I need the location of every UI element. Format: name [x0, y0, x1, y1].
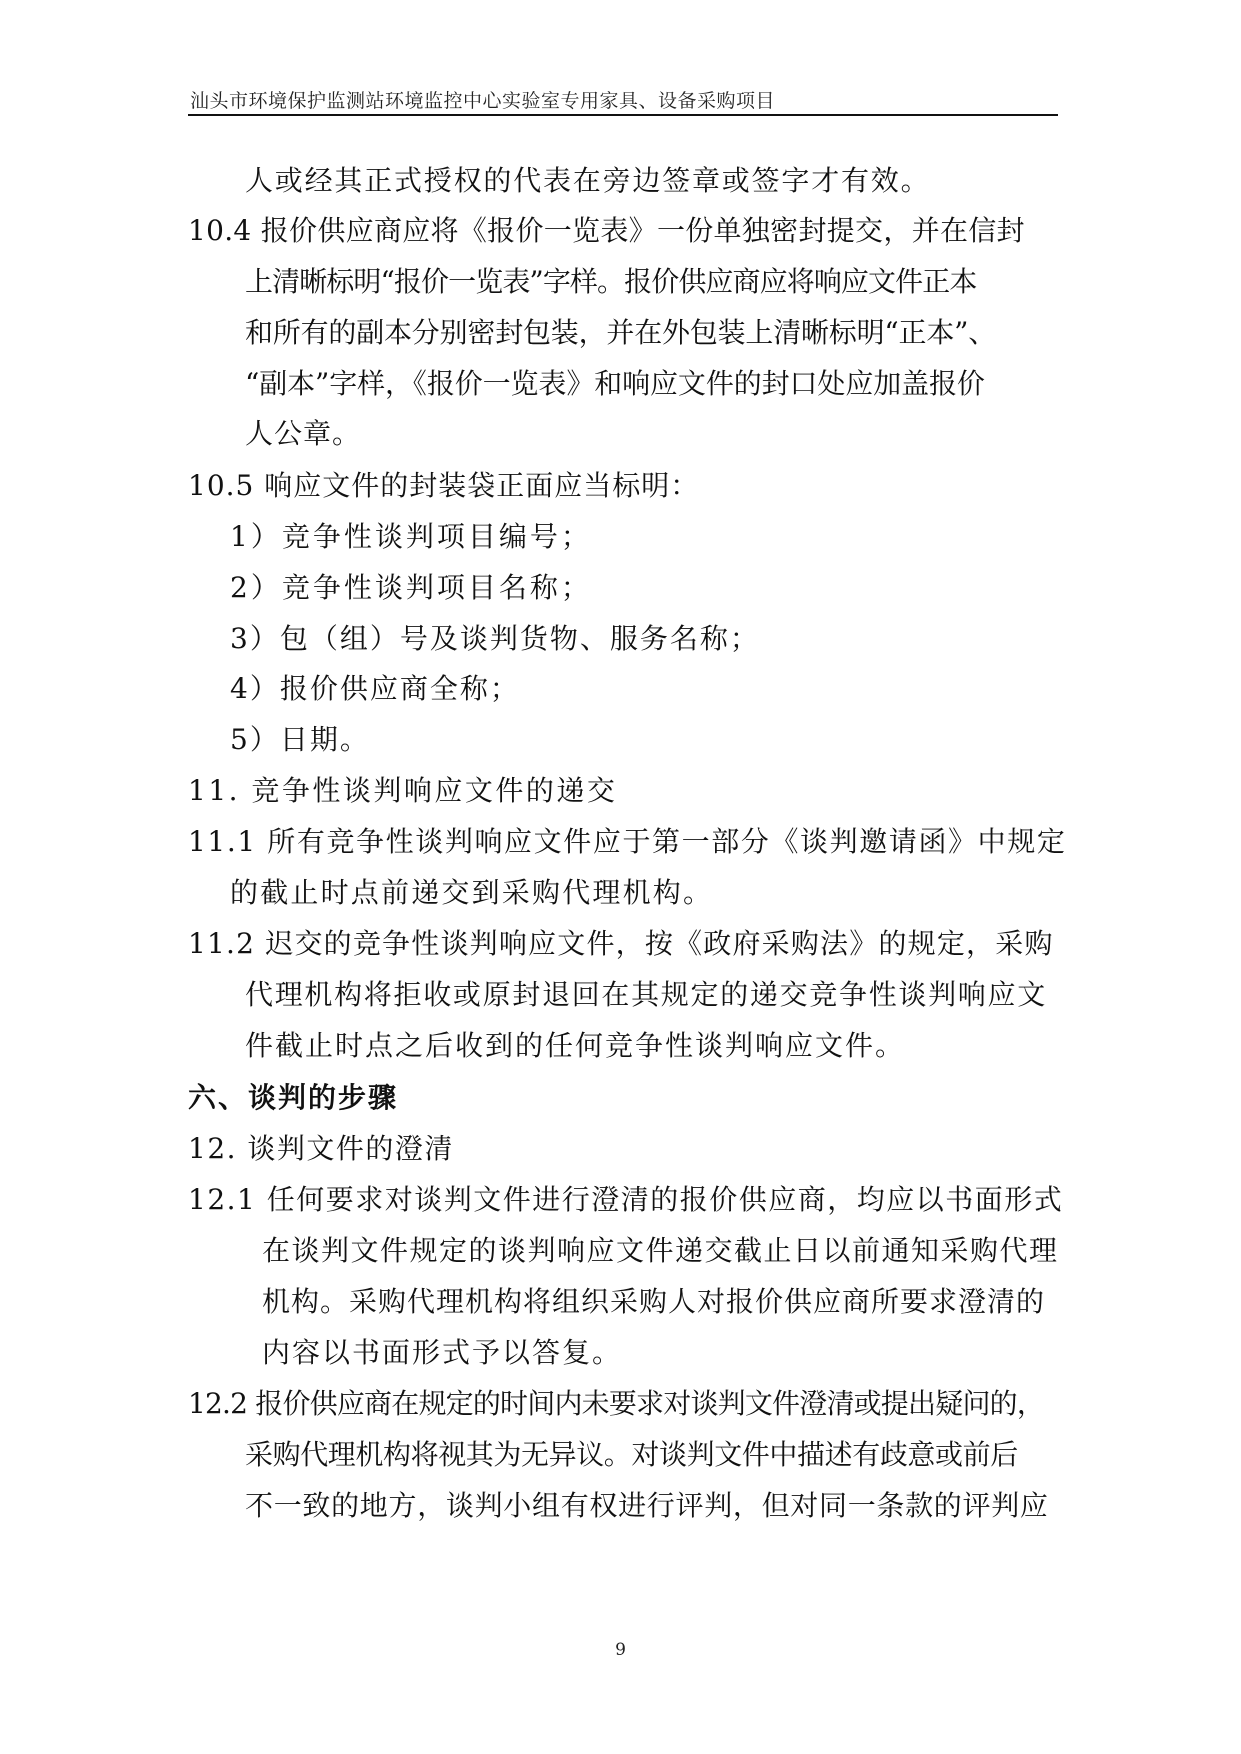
text-line: 在谈判文件规定的谈判响应文件递交截止日以前通知采购代理 — [262, 1234, 1059, 1267]
page-number: 9 — [615, 1640, 626, 1660]
clause-10-4: 10.4 报价供应商应将《报价一览表》一份单独密封提交，并在信封 — [188, 214, 1025, 247]
text-line: 人公章。 — [245, 417, 362, 450]
list-item: 2）竞争性谈判项目名称； — [230, 571, 592, 604]
text-line: “副本”字样，《报价一览表》和响应文件的封口处应加盖报价 — [245, 367, 985, 400]
list-item: 3）包（组）号及谈判货物、服务名称； — [230, 622, 760, 655]
text-line: 内容以书面形式予以答复。 — [262, 1336, 623, 1369]
list-item: 1）竞争性谈判项目编号； — [230, 520, 592, 553]
text-line: 的截止时点前递交到采购代理机构。 — [230, 876, 714, 909]
clause-12-2: 12.2 报价供应商在规定的时间内未要求对谈判文件澄清或提出疑问的， — [188, 1387, 1045, 1420]
clause-12-1: 12.1 任何要求对谈判文件进行澄清的报价供应商，均应以书面形式 — [188, 1183, 1064, 1216]
clause-11-1: 11.1 所有竞争性谈判响应文件应于第一部分《谈判邀请函》中规定 — [188, 825, 1067, 858]
text-line: 不一致的地方，谈判小组有权进行评判，但对同一条款的评判应 — [245, 1489, 1049, 1522]
clause-10-5: 10.5 响应文件的封装袋正面应当标明： — [188, 469, 700, 502]
text-line: 人或经其正式授权的代表在旁边签章或签字才有效。 — [245, 164, 931, 197]
text-line: 机构。采购代理机构将组织采购人对报价供应商所要求澄清的 — [262, 1285, 1046, 1318]
section-heading: 六、谈判的步骤 — [188, 1081, 399, 1114]
clause-11-2: 11.2 迟交的竞争性谈判响应文件，按《政府采购法》的规定，采购 — [188, 927, 1054, 960]
clause-12: 12. 谈判文件的澄清 — [188, 1132, 454, 1165]
text-line: 代理机构将拒收或原封退回在其规定的递交竞争性谈判响应文 — [245, 978, 1047, 1011]
text-line: 和所有的副本分别密封包装，并在外包装上清晰标明“正本”、 — [245, 316, 997, 349]
header-title: 汕头市环境保护监测站环境监控中心实验室专用家具、设备采购项目 — [190, 90, 776, 112]
clause-11: 11. 竞争性谈判响应文件的递交 — [188, 774, 618, 807]
text-line: 上清晰标明“报价一览表”字样。报价供应商应将响应文件正本 — [245, 265, 977, 298]
text-line: 件截止时点之后收到的任何竞争性谈判响应文件。 — [245, 1029, 906, 1062]
list-item: 4）报价供应商全称； — [230, 672, 520, 705]
text-line: 采购代理机构将视其为无异议。对谈判文件中描述有歧意或前后 — [245, 1438, 1018, 1471]
header-divider — [188, 114, 1058, 116]
list-item: 5）日期。 — [230, 723, 370, 756]
